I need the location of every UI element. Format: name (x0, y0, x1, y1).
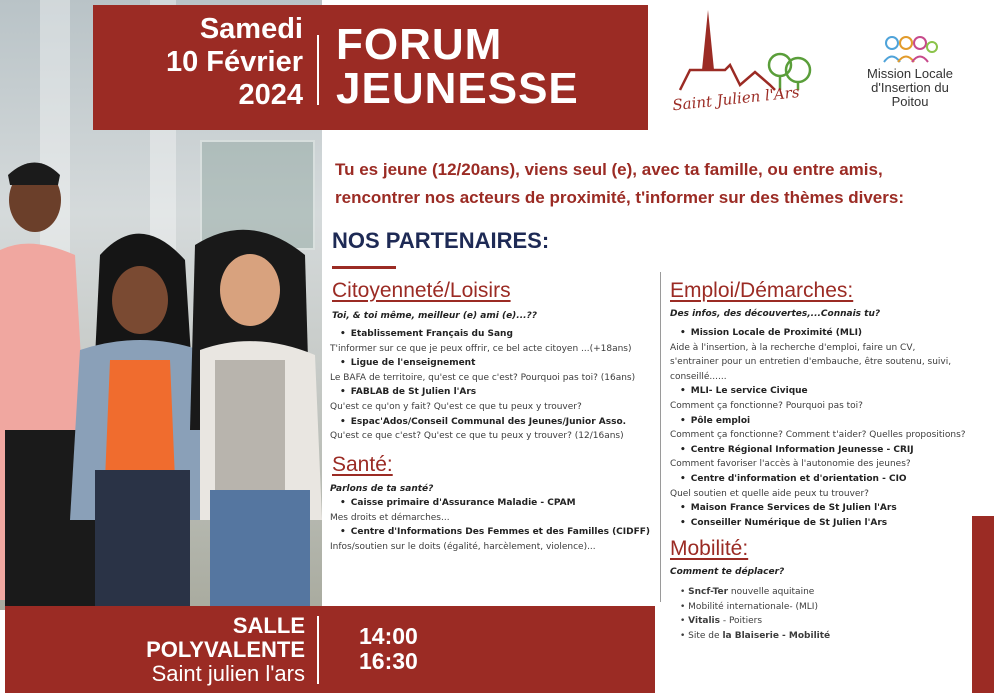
date-day: Samedi (199, 13, 303, 45)
intro-line-1: Tu es jeune (12/20ans), viens seul (e), avec ta famille, ou entre amis, (335, 160, 883, 179)
emploi-list (670, 326, 982, 530)
list-item-desc: Infos/soutien sur le doits (égalité, harcèlement, violence)... (330, 541, 596, 552)
mobilite-item-3-rest: - Poitiers (719, 616, 763, 627)
list-item: • Centre d'Informations Des Femmes et des Familles (CIDFF) (330, 525, 655, 540)
list-item-desc: Quel soutien et quelle aide peux tu trouver? (670, 488, 869, 499)
list-item: • Vitalis - Poitiers (680, 616, 763, 627)
event-times (359, 624, 418, 674)
list-item: • Espac'Ados/Conseil Communal des Jeunes/Junior Asso. (330, 415, 655, 430)
title-line-2: JEUNESSE (336, 64, 579, 113)
mission-locale-logo (855, 35, 965, 115)
section-mobilite-subtitle: Comment te déplacer? (670, 567, 785, 577)
partners-underline (332, 266, 396, 269)
list-item: • FABLAB de St Julien l'Ars (330, 385, 655, 400)
list-item: • Sncf-Ter nouvelle aquitaine (680, 587, 815, 597)
venue-line-1: SALLE (232, 613, 305, 638)
intro-line-2: rencontrer nos acteurs de proximité, t'informer sur des thèmes divers: (335, 188, 904, 207)
decorative-red-block (972, 516, 994, 693)
list-item: • Site de la Blaiserie - Mobilité (680, 630, 831, 641)
list-item: • Centre d'information et d'orientation - CIO (670, 472, 982, 487)
section-mobilite-title: Mobilité: (670, 537, 749, 560)
list-item: • Caisse primaire d'Assurance Maladie - CPAM (330, 496, 655, 511)
list-item-desc: Aide à l'insertion, à la recherche d'emploi, faire un CV, (670, 342, 916, 353)
sante-list (330, 496, 655, 554)
mobilite-list (670, 585, 970, 643)
citoyennete-list (330, 327, 655, 444)
list-item: • Pôle emploi (670, 414, 982, 429)
mobilite-item-1-rest: nouvelle aquitaine (728, 587, 815, 597)
mission-locale-line-2: d'Insertion du Poitou (871, 80, 949, 109)
list-item-desc: s'entrainer pour un entretien d'embauche, être soutenu, suivi, (670, 357, 952, 368)
list-item-desc: conseillé...... (670, 371, 727, 382)
top-banner (93, 5, 648, 130)
mobilite-item-2: Mobilité internationale- (MLI) (688, 601, 818, 612)
banner-divider (317, 35, 319, 105)
list-item-desc: Mes droits et démarches... (330, 512, 450, 523)
list-item: • Ligue de l'enseignement (330, 356, 655, 371)
event-title (336, 20, 579, 113)
date-year: 2024 (238, 79, 303, 111)
venue-line-2: POLYVALENTE (146, 637, 305, 662)
list-item-desc: Qu'est ce qu'on y fait? Qu'est ce que tu peux y trouver? (330, 401, 582, 412)
people-logo-icon (880, 35, 940, 63)
saint-julien-logo (670, 10, 830, 125)
list-item-desc: Comment ça fonctionne? Pourquoi pas toi? (670, 400, 863, 411)
section-emploi-title: Emploi/Démarches: (670, 279, 854, 302)
venue (5, 614, 305, 686)
time-end: 16:30 (359, 648, 418, 674)
mobilite-item-3-bold: Vitalis (688, 616, 720, 627)
bottom-divider (317, 616, 319, 684)
partners-heading: NOS PARTENAIRES: (332, 228, 550, 253)
list-item: • Centre Régional Information Jeunesse - CRIJ (670, 443, 982, 458)
list-item-desc: Comment favoriser l'accès à l'autonomie des jeunes? (670, 459, 911, 470)
section-citoyennete-subtitle: Toi, & toi même, meilleur (e) ami (e)...?? (332, 311, 537, 321)
column-divider (660, 272, 661, 602)
list-item-desc: Comment ça fonctionne? Comment t'aider? Quelles propositions? (670, 430, 966, 441)
list-item: • Mission Locale de Proximité (MLI) (670, 326, 982, 341)
section-citoyennete-title: Citoyenneté/Loisirs (332, 279, 511, 302)
bottom-banner (5, 606, 655, 693)
intro-text (335, 156, 985, 212)
list-item-desc: Le BAFA de territoire, qu'est ce que c'est? Pourquoi pas toi? (16ans) (330, 372, 636, 383)
venue-line-3: Saint julien l'ars (151, 661, 305, 686)
mobilite-item-1-bold: Sncf-Ter (688, 587, 729, 597)
section-emploi-subtitle: Des infos, des découvertes,...Connais tu? (670, 309, 881, 319)
list-item: • MLI- Le service Civique (670, 384, 982, 399)
list-item-desc: Qu'est ce que c'est? Qu'est ce que tu peux y trouver? (12/16ans) (330, 431, 624, 442)
mobilite-item-4-bold: la Blaiserie - Mobilité (722, 630, 831, 641)
section-sante-title: Santé: (332, 453, 393, 476)
mission-locale-line-1: Mission Locale (867, 66, 953, 81)
list-item: • Maison France Services de St Julien l'Ars (670, 501, 982, 516)
list-item: • Etablissement Français du Sang (330, 327, 655, 342)
time-start: 14:00 (359, 623, 418, 649)
saint-julien-logo-text: Saint Julien l'Ars (671, 83, 801, 115)
section-sante-subtitle: Parlons de ta santé? (330, 484, 434, 494)
event-date (93, 13, 303, 112)
list-item: • Mobilité internationale- (MLI) (680, 601, 818, 612)
title-line-1: FORUM (336, 20, 503, 69)
mobilite-item-4-pre: Site de (688, 630, 723, 641)
date-month: 10 Février (165, 46, 303, 78)
list-item-desc: T'informer sur ce que je peux offrir, ce bel acte citoyen ...(+18ans) (330, 343, 632, 354)
list-item: • Conseiller Numérique de St Julien l'Ars (670, 516, 982, 531)
